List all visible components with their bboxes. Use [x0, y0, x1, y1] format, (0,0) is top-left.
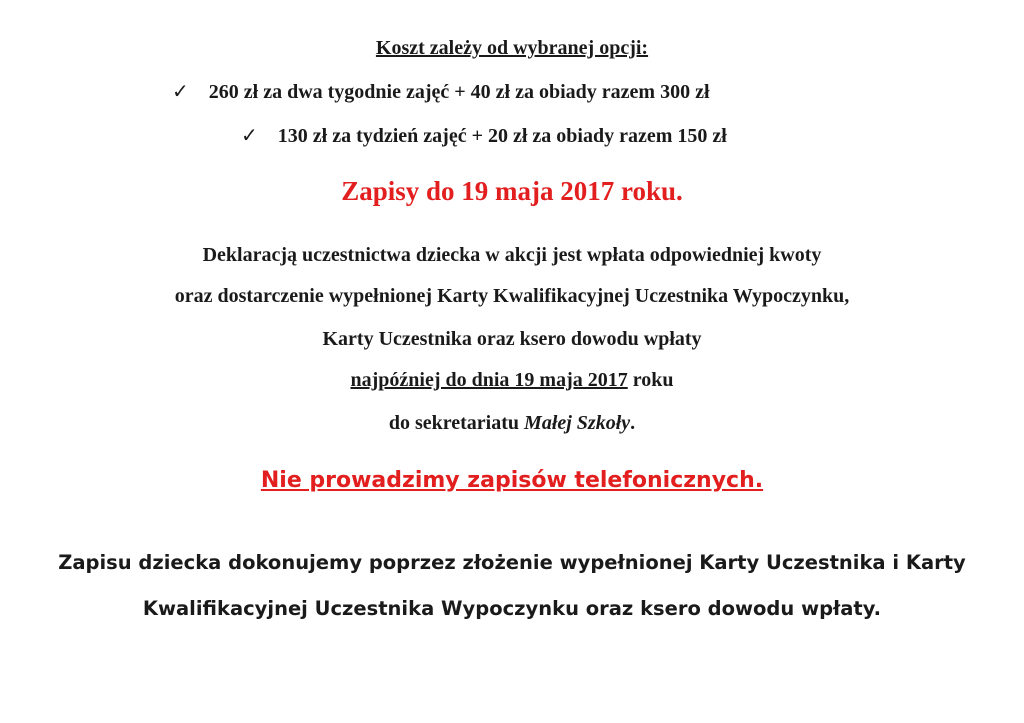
secretariat-suffix: .: [630, 412, 636, 434]
deadline-underlined: najpóźniej do dnia 19 maja 2017: [350, 369, 628, 391]
option-one-week-text: 130 zł za tydzień zajęć + 20 zł za obiady razem 150 zł: [277, 125, 727, 147]
registration-line-1: Zapisu dziecka dokonujemy poprzez złożenie wypełnionej Karty Uczestnika i Karty: [58, 551, 966, 574]
option-two-weeks: [172, 79, 710, 104]
registration-deadline: Zapisy do 19 maja 2017 roku.: [341, 176, 683, 206]
cost-heading: Koszt zależy od wybranej opcji:: [375, 37, 649, 59]
option-two-weeks-text: 260 zł za dwa tygodnie zajęć + 40 zł za obiady razem 300 zł: [208, 81, 710, 103]
option-one-week: [241, 123, 727, 148]
school-name: Małej Szkoły: [524, 412, 631, 434]
secretariat-prefix: do sekretariatu: [388, 412, 525, 434]
deadline-rest: roku: [627, 369, 674, 391]
registration-line-2: Kwalifikacyjnej Uczestnika Wypoczynku oraz ksero dowodu wpłaty.: [142, 597, 882, 620]
declaration-line-5: [0, 412, 1024, 435]
checkmark-icon: ✓: [241, 125, 258, 147]
checkmark-icon: ✓: [172, 81, 189, 103]
no-phone-notice: Nie prowadzimy zapisów telefonicznych.: [260, 468, 764, 493]
declaration-line-2: oraz dostarczenie wypełnionej Karty Kwalifikacyjnej Uczestnika Wypoczynku,: [174, 285, 850, 307]
declaration-line-4: [0, 369, 1024, 392]
declaration-line-3: Karty Uczestnika oraz ksero dowodu wpłaty: [322, 328, 702, 350]
declaration-line-1: Deklaracją uczestnictwa dziecka w akcji jest wpłata odpowiedniej kwoty: [202, 244, 822, 266]
